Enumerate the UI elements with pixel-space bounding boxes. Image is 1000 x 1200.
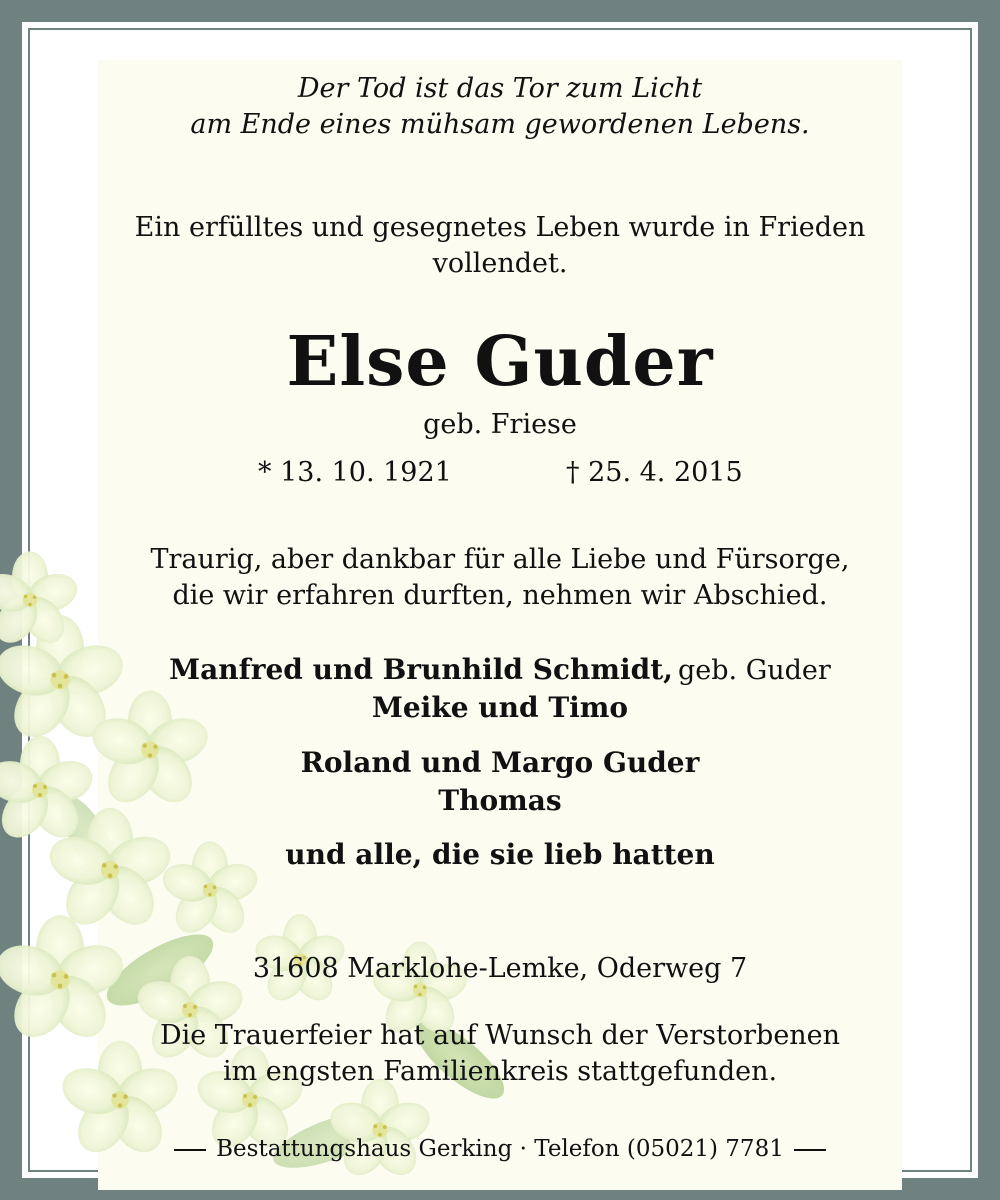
footer-dash-right <box>794 1149 826 1151</box>
deceased-name: Else Guder <box>286 322 714 402</box>
funeral-home-contact: Bestattungshaus Gerking · Telefon (05021) 7781 <box>216 1136 784 1162</box>
farewell-line-1: Traurig, aber dankbar für alle Liebe und Fürsorge, <box>150 544 850 575</box>
address: 31608 Marklohe-Lemke, Oderweg 7 <box>252 953 748 984</box>
notice-line-2: im engsten Familienkreis stattgefunden. <box>222 1056 778 1087</box>
footer <box>98 1134 902 1164</box>
family-2-children: Thomas <box>438 784 562 817</box>
family-1-children: Meike und Timo <box>371 691 629 724</box>
family-1-names: Manfred und Brunhild Schmidt, <box>169 653 673 686</box>
footer-dash-left <box>174 1149 206 1151</box>
intro-line-1: Ein erfülltes und gesegnetes Leben wurde in Frieden <box>134 212 866 243</box>
motto-line-2: am Ende eines mühsam gewordenen Lebens. <box>190 109 810 140</box>
family-1-suffix: geb. Guder <box>677 655 831 686</box>
motto-line-1: Der Tod ist das Tor zum Licht <box>297 73 703 104</box>
birth-date: * 13. 10. 1921 <box>258 457 452 488</box>
intro-line-2: vollendet. <box>432 248 568 279</box>
mourner-family-1 <box>98 652 902 688</box>
mourners-closing: und alle, die sie lieb hatten <box>285 838 715 871</box>
obituary-content <box>98 0 902 1200</box>
notice-line-1: Die Trauerfeier hat auf Wunsch der Verstorbenen <box>159 1020 841 1051</box>
maiden-name: geb. Friese <box>423 409 577 440</box>
death-date: † 25. 4. 2015 <box>566 457 743 488</box>
farewell-line-2: die wir erfahren durften, nehmen wir Abschied. <box>172 580 828 611</box>
family-2-names: Roland und Margo Guder <box>300 746 700 779</box>
